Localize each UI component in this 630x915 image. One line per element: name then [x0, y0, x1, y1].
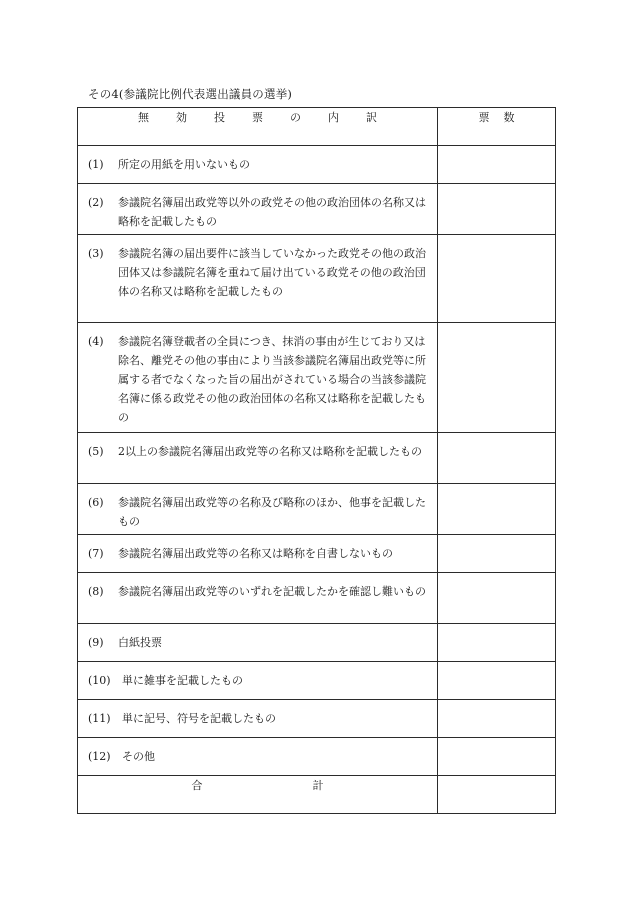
table-header-row: [78, 108, 556, 146]
table-row: [78, 235, 556, 323]
votes-cell[interactable]: [438, 662, 556, 700]
row-description: [78, 624, 438, 662]
form-caption: その4(参議院比例代表選出議員の選挙): [88, 87, 293, 101]
table-row: [78, 146, 556, 184]
row-description: [78, 738, 438, 776]
row-description: [78, 535, 438, 573]
row-text: 参議院名簿届出政党等の名称及び略称のほか、他事を記載したもの: [118, 496, 426, 528]
total-label: [78, 776, 438, 814]
table-row: [78, 484, 556, 535]
row-text: 参議院名簿の届出要件に該当していなかった政党その他の政治団体又は参議院名簿を重ねて届け出ている政党その他の政治団体の名称又は略称を記載したもの: [118, 247, 426, 298]
row-text: 参議院名簿届出政党等のいずれを記載したかを確認し難いもの: [118, 585, 426, 598]
row-text: 2以上の参議院名簿届出政党等の名称又は略称を記載したもの: [118, 445, 422, 458]
row-text: 白紙投票: [118, 636, 162, 649]
row-number: (1): [88, 158, 104, 171]
votes-cell[interactable]: [438, 433, 556, 484]
row-number: (3): [88, 247, 104, 260]
row-text: 単に記号、符号を記載したもの: [122, 712, 276, 725]
row-description: [78, 700, 438, 738]
total-votes-cell[interactable]: [438, 776, 556, 814]
row-number: (4): [88, 335, 104, 348]
invalid-votes-table: [77, 107, 556, 814]
votes-cell[interactable]: [438, 700, 556, 738]
table-row: [78, 184, 556, 235]
row-number: (10): [88, 674, 111, 687]
row-description: [78, 146, 438, 184]
row-number: (6): [88, 496, 104, 509]
row-number: (9): [88, 636, 104, 649]
row-description: [78, 433, 438, 484]
row-number: (11): [88, 712, 111, 725]
row-text: 参議院名簿届出政党等の名称又は略称を自書しないもの: [118, 547, 393, 560]
total-label-char-2: 計: [312, 779, 324, 792]
row-text: 参議院名簿届出政党等以外の政党その他の政治団体の名称又は略称を記載したもの: [118, 196, 426, 228]
table-row: [78, 624, 556, 662]
table-row: [78, 535, 556, 573]
row-number: (8): [88, 585, 104, 598]
row-number: (2): [88, 196, 104, 209]
row-text: 参議院名簿登載者の全員につき、抹消の事由が生じており又は除名、離党その他の事由により当該参議院名簿届出政党等に所属する者でなくなった旨の届出がされている場合の当該参議院名簿に係る政党その他の政治団体の名称又は略称を記載したもの: [118, 335, 426, 424]
votes-cell[interactable]: [438, 738, 556, 776]
header-description: 無効投票の内訳: [78, 108, 438, 146]
table-row: [78, 323, 556, 433]
row-number: (5): [88, 445, 104, 458]
row-description: [78, 573, 438, 624]
votes-cell[interactable]: [438, 184, 556, 235]
row-number: (12): [88, 750, 111, 763]
total-label-char-1: 合: [191, 779, 203, 792]
header-votes: 票数: [438, 108, 556, 146]
row-description: [78, 662, 438, 700]
row-description: [78, 235, 438, 323]
votes-cell[interactable]: [438, 235, 556, 323]
row-text: その他: [122, 750, 155, 763]
votes-cell[interactable]: [438, 323, 556, 433]
row-description: [78, 184, 438, 235]
votes-cell[interactable]: [438, 573, 556, 624]
table-row: [78, 662, 556, 700]
row-description: [78, 323, 438, 433]
votes-cell[interactable]: [438, 484, 556, 535]
votes-cell[interactable]: [438, 535, 556, 573]
table-row: [78, 700, 556, 738]
row-number: (7): [88, 547, 104, 560]
row-description: [78, 484, 438, 535]
total-row: [78, 776, 556, 814]
table-row: [78, 433, 556, 484]
votes-cell[interactable]: [438, 146, 556, 184]
votes-cell[interactable]: [438, 624, 556, 662]
row-text: 単に雑事を記載したもの: [122, 674, 243, 687]
table-row: [78, 738, 556, 776]
row-text: 所定の用紙を用いないもの: [118, 158, 250, 171]
table-row: [78, 573, 556, 624]
